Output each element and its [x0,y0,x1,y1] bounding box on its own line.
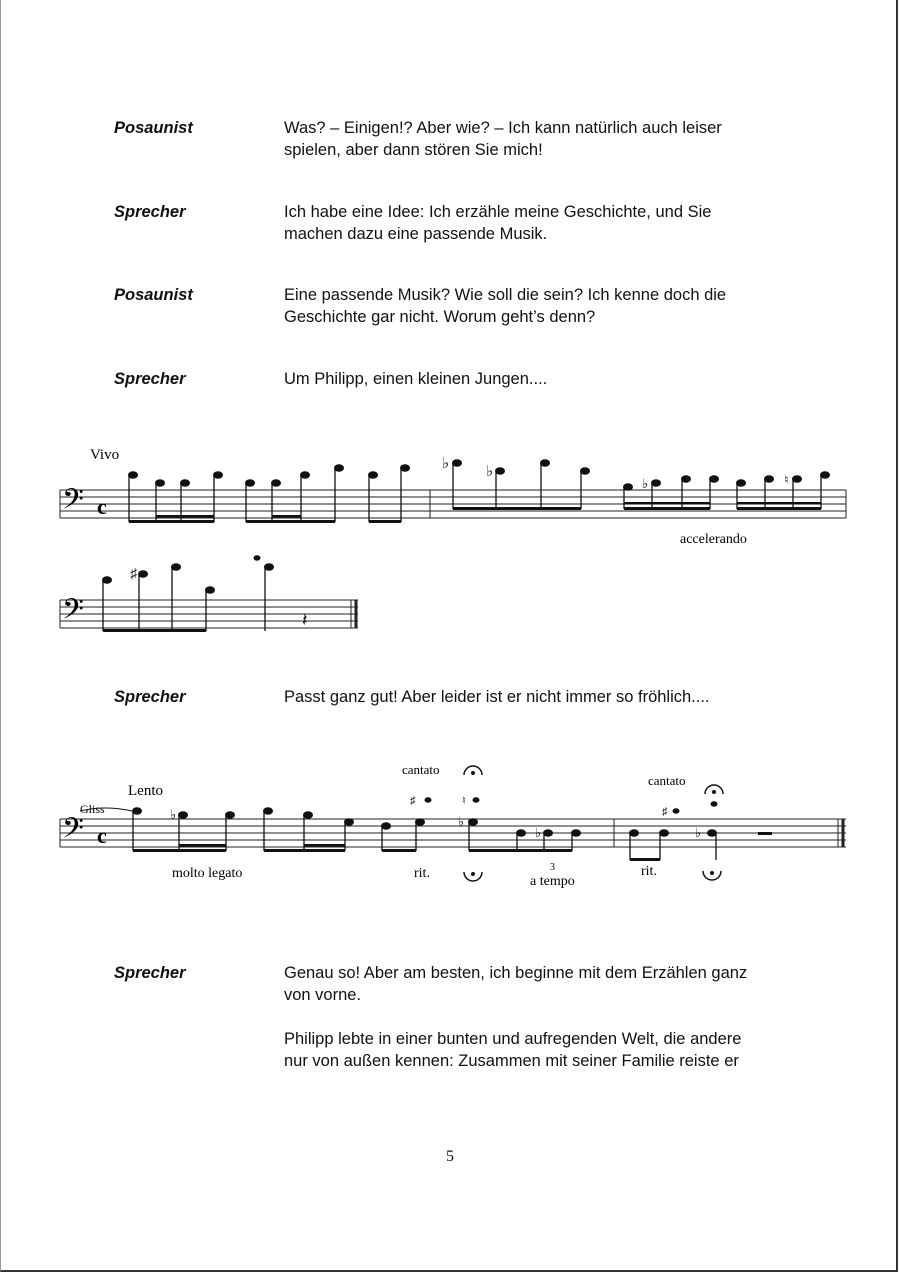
svg-text:♭: ♭ [458,814,465,829]
svg-text:𝄽: 𝄽 [302,610,308,630]
staff-lines [60,819,846,847]
speaker-label: Sprecher [114,203,186,221]
svg-text:♮: ♮ [784,472,789,487]
dialogue-line: machen dazu eine passende Musik. [284,225,548,243]
svg-text:♯: ♯ [662,806,668,818]
rit-marking: rit. [641,864,657,879]
dialogue-line: Passt ganz gut! Aber leider ist er nicht immer so fröhlich.... [284,688,710,706]
dialogue-text [284,117,824,161]
svg-text:♭: ♭ [695,825,702,840]
page-number: 5 [446,1148,454,1165]
notes-measure-2 [442,456,830,510]
cantato-marking: cantato [402,762,440,777]
notes-measure-1 [129,465,410,523]
svg-text:♭: ♭ [442,456,450,472]
speaker-label: Posaunist [114,119,193,137]
tempo-marking: Lento [128,783,163,799]
svg-text:♮: ♮ [462,795,466,807]
gliss-marking: Gliss [80,802,105,816]
cantato-marking: cantato [648,773,686,788]
dialogue-line: Genau so! Aber am besten, ich beginne mit dem Erzählen ganz [284,964,748,982]
time-signature: c [97,823,107,848]
music-staff-vivo [0,430,900,640]
rit-marking: rit. [414,866,430,881]
dialogue-line: spielen, aber dann stören Sie mich! [284,141,543,159]
a-tempo-marking: a tempo [530,874,575,889]
svg-text:♭: ♭ [642,476,649,491]
svg-text:♭: ♭ [170,807,177,822]
legato-marking: molto legato [172,866,243,881]
time-signature: c [97,494,107,519]
svg-text:♯: ♯ [410,795,416,807]
dialogue-line: Philipp lebte in einer bunten und aufregenden Welt, die andere [284,1030,742,1048]
music-staff-lento [0,755,900,895]
speaker-label: Posaunist [114,286,193,304]
bass-clef-icon: 𝄢 [62,485,84,522]
expression-marking: accelerando [680,532,747,547]
dialogue-text [284,686,824,708]
triplet-marking: 3 [550,862,555,873]
svg-text:♭: ♭ [486,464,494,480]
dialogue-line: Was? – Einigen!? Aber wie? – Ich kann natürlich auch leiser [284,119,722,137]
speaker-label: Sprecher [114,370,186,388]
dialogue-text [284,284,824,328]
bass-clef-icon: 𝄢 [62,595,84,632]
svg-text:♭: ♭ [535,825,542,840]
speaker-label: Sprecher [114,964,186,982]
dialogue-line: Eine passende Musik? Wie soll die sein? Ich kenne doch die [284,286,727,304]
dialogue-line: Ich habe eine Idee: Ich erzähle meine Geschichte, und Sie [284,203,712,221]
dialogue-text [284,201,824,245]
staff-lines [60,600,358,628]
speaker-label: Sprecher [114,688,186,706]
dialogue-text [284,368,824,390]
dialogue-line: Um Philipp, einen kleinen Jungen.... [284,370,548,388]
dialogue-text [284,962,824,1072]
dialogue-line: nur von außen kennen: Zusammen mit seiner Familie reiste er [284,1052,739,1070]
dialogue-line: von vorne. [284,986,362,1004]
svg-text:♯: ♯ [130,567,137,582]
dialogue-line: Geschichte gar nicht. Worum geht’s denn? [284,308,596,326]
bass-clef-icon: 𝄢 [62,814,84,851]
tempo-marking: Vivo [90,447,120,463]
